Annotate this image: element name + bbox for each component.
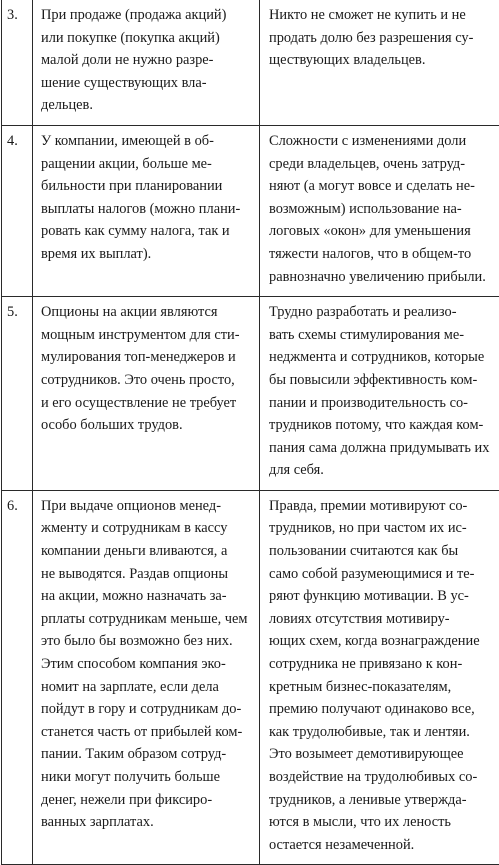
disadvantage-text: Правда, премии мотивируют со- трудников, но при частом их ис- пользовании считаются как бы само собой разумеющимися и те- ряют функцию мотивации. В ус- ловиях отсутствия мотивиру- ющих схем, когда вознаграждение сотрудника не привязано к кон- кретным бизнес-показателям, премию получают одинаково все, как трудолюбивые, так и лентяи. Это возымеет демотивирующее воздействие на трудолюбивых со- трудников, а ленивые утвержда- ются в мысли, что их леность остается незамеченной. (260, 491, 499, 865)
advantage-text: При выдаче опционов менед- жменту и сотрудникам в кассу компании деньги вливаются, а не выводятся. Раздав опционы на акции, можно назначать за- рплаты сотрудникам меньше, чем это было бы возможно без них. Этим способом компания эко- номит на зарплате, если дела пойдут в гору и сотрудникам до- станется часть от прибылей ком- пании. Таким образом сотруд- ники могут получить больше денег, нежели при фиксиро- ванных зарплатах. (33, 491, 259, 842)
disadvantage-text: Трудно разработать и реализо- вать схемы стимулирования ме- неджмента и сотрудников, которые бы повысили эффективность ком- пании и производительность со- трудников потому, что каждая ком- пания сама должна придумывать их для себя. (260, 297, 499, 490)
row-number: 6. (2, 491, 32, 518)
pros-cons-table (1, 0, 499, 865)
row-number-cell (2, 125, 33, 296)
row-number: 4. (2, 126, 32, 153)
advantage-cell (33, 125, 260, 296)
table-row (2, 0, 499, 125)
advantage-text: Опционы на акции являются мощным инструментом для сти- мулирования топ-менеджеров и сотрудников. Это очень просто, и его осуществление не требует особо больших трудов. (33, 297, 259, 445)
row-number-cell (2, 0, 33, 125)
advantage-text: При продаже (продажа акций) или покупке (покупка акций) малой доли не нужно разре- шение существующих вла- дельцев. (33, 0, 259, 125)
disadvantage-cell (260, 297, 499, 491)
disadvantage-cell (260, 125, 499, 296)
disadvantage-text: Сложности с изменениями доли среди владельцев, очень затруд- няют (а могут вовсе и сделать не- возможным) использование на- логовых «окон» для уменьшения тяжести налогов, что в общем-то равнозначно увеличению прибыли. (260, 126, 499, 296)
advantage-text: У компании, имеющей в об- ращении акции, больше ме- бильности при планировании выплаты налогов (можно плани- ровать как сумму налога, так и время их выплат). (33, 126, 259, 274)
row-number-cell (2, 490, 33, 865)
disadvantage-text: Никто не сможет не купить и не продать долю без разрешения су- ществующих владельцев. (260, 0, 499, 80)
advantage-cell (33, 0, 260, 125)
row-number: 5. (2, 297, 32, 324)
disadvantage-cell (260, 490, 499, 865)
advantage-cell (33, 490, 260, 865)
table-row (2, 125, 499, 296)
disadvantage-cell (260, 0, 499, 125)
row-number: 3. (2, 0, 32, 27)
advantage-cell (33, 297, 260, 491)
table-row (2, 297, 499, 491)
table-row (2, 490, 499, 865)
row-number-cell (2, 297, 33, 491)
